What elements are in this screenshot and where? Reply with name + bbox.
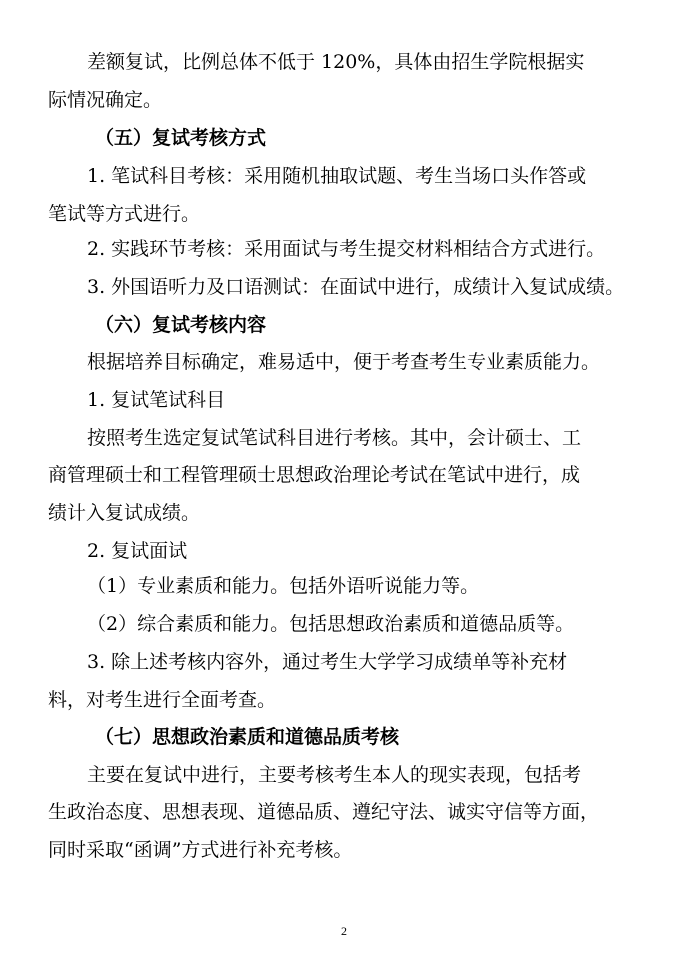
- paragraph-line: 3. 除上述考核内容外，通过考生大学学习成绩单等补充材: [87, 651, 568, 673]
- paragraph-line: 根据培养目标确定，难易适中，便于考查考生专业素质能力。: [87, 351, 601, 373]
- paragraph-line: 3. 外国语听力及口语测试：在面试中进行，成绩计入复试成绩。: [87, 276, 625, 298]
- page-number: 2: [341, 924, 347, 938]
- subsection-title: 2. 复试面试: [87, 540, 188, 562]
- paragraph-line: 差额复试，比例总体不低于 120%，具体由招生学院根据实: [87, 51, 585, 73]
- section-heading-5: （五）复试考核方式: [95, 127, 267, 149]
- paragraph-line: 际情况确定。: [48, 89, 163, 111]
- paragraph-line: （2）综合素质和能力。包括思想政治素质和道德品质等。: [87, 613, 575, 635]
- paragraph-line: 商管理硕士和工程管理硕士思想政治理论考试在笔试中进行，成: [48, 464, 581, 486]
- section-heading-6: （六）复试考核内容: [95, 314, 267, 336]
- paragraph-line: （1）专业素质和能力。包括外语听说能力等。: [87, 575, 480, 597]
- paragraph-line: 绩计入复试成绩。: [48, 502, 201, 524]
- section-heading-7: （七）思想政治素质和道德品质考核: [95, 726, 400, 748]
- paragraph-line: 同时采取“函调”方式进行补充考核。: [48, 839, 353, 861]
- paragraph-line: 生政治态度、思想表现、道德品质、遵纪守法、诚实守信等方面，: [48, 801, 600, 823]
- paragraph-line: 2. 实践环节考核：采用面试与考生提交材料相结合方式进行。: [87, 238, 606, 260]
- paragraph-line: 笔试等方式进行。: [48, 203, 201, 225]
- paragraph-line: 1. 笔试科目考核：采用随机抽取试题、考生当场口头作答或: [87, 165, 587, 187]
- subsection-title: 1. 复试笔试科目: [87, 389, 226, 411]
- paragraph-line: 料，对考生进行全面考查。: [48, 689, 277, 711]
- paragraph-line: 主要在复试中进行，主要考核考生本人的现实表现，包括考: [87, 764, 582, 786]
- paragraph-line: 按照考生选定复试笔试科目进行考核。其中，会计硕士、工: [87, 427, 582, 449]
